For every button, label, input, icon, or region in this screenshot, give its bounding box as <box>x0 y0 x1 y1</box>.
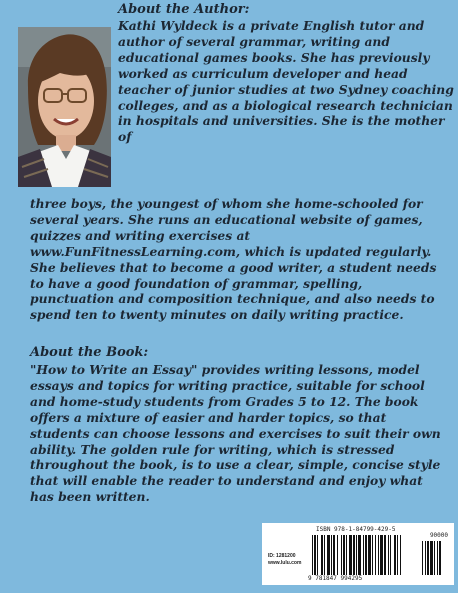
isbn-text: ISBN 978-1-84799-429-5 <box>316 526 396 533</box>
barcode-number: 9 781847 994295 <box>308 575 363 582</box>
author-photo <box>18 27 111 187</box>
book-description: "How to Write an Essay" provides writing lessons, model essays and topics for writing practice, suitable for school and home-study students from Grades 5 to 12. The book offers a mixture of easier and harder topics, so that students can choose lessons and exercises to suit their own ability. The golden rule for writing, which is stressed throughout the book, is to use a clear, simple, concise style that will enable the reader to understand and enjoy what has been written. <box>30 362 441 505</box>
author-bio-bottom: three boys, the youngest of whom she home-schooled for several years. She runs an educational website of games, quizzes and writing exercises at www.FunFitnessLearning.com, which is updated regularly. She believes that to become a good writer, a student needs to have a good foundation of grammar, spelling, punctuation and composition technique, and also needs to spend ten to twenty minutes on daily writing practice. <box>30 196 437 323</box>
price-code: 90000 <box>429 532 448 539</box>
lulu-site: www.lulu.com <box>268 560 302 566</box>
book-heading: About the Book: <box>30 345 149 360</box>
author-heading: About the Author: <box>118 2 250 17</box>
lulu-id: ID: 1281200 <box>268 553 296 559</box>
author-bio-top: Kathi Wyldeck is a private English tutor and author of several grammar, writing and educational games books. She has previously worked as curriculum developer and head teacher of junior studies at two Sydney coaching colleges, and as a biological research technician in hospitals and universities. She is the mother of <box>118 18 454 145</box>
barcode-box <box>262 523 454 585</box>
barcode-bars <box>312 535 450 575</box>
